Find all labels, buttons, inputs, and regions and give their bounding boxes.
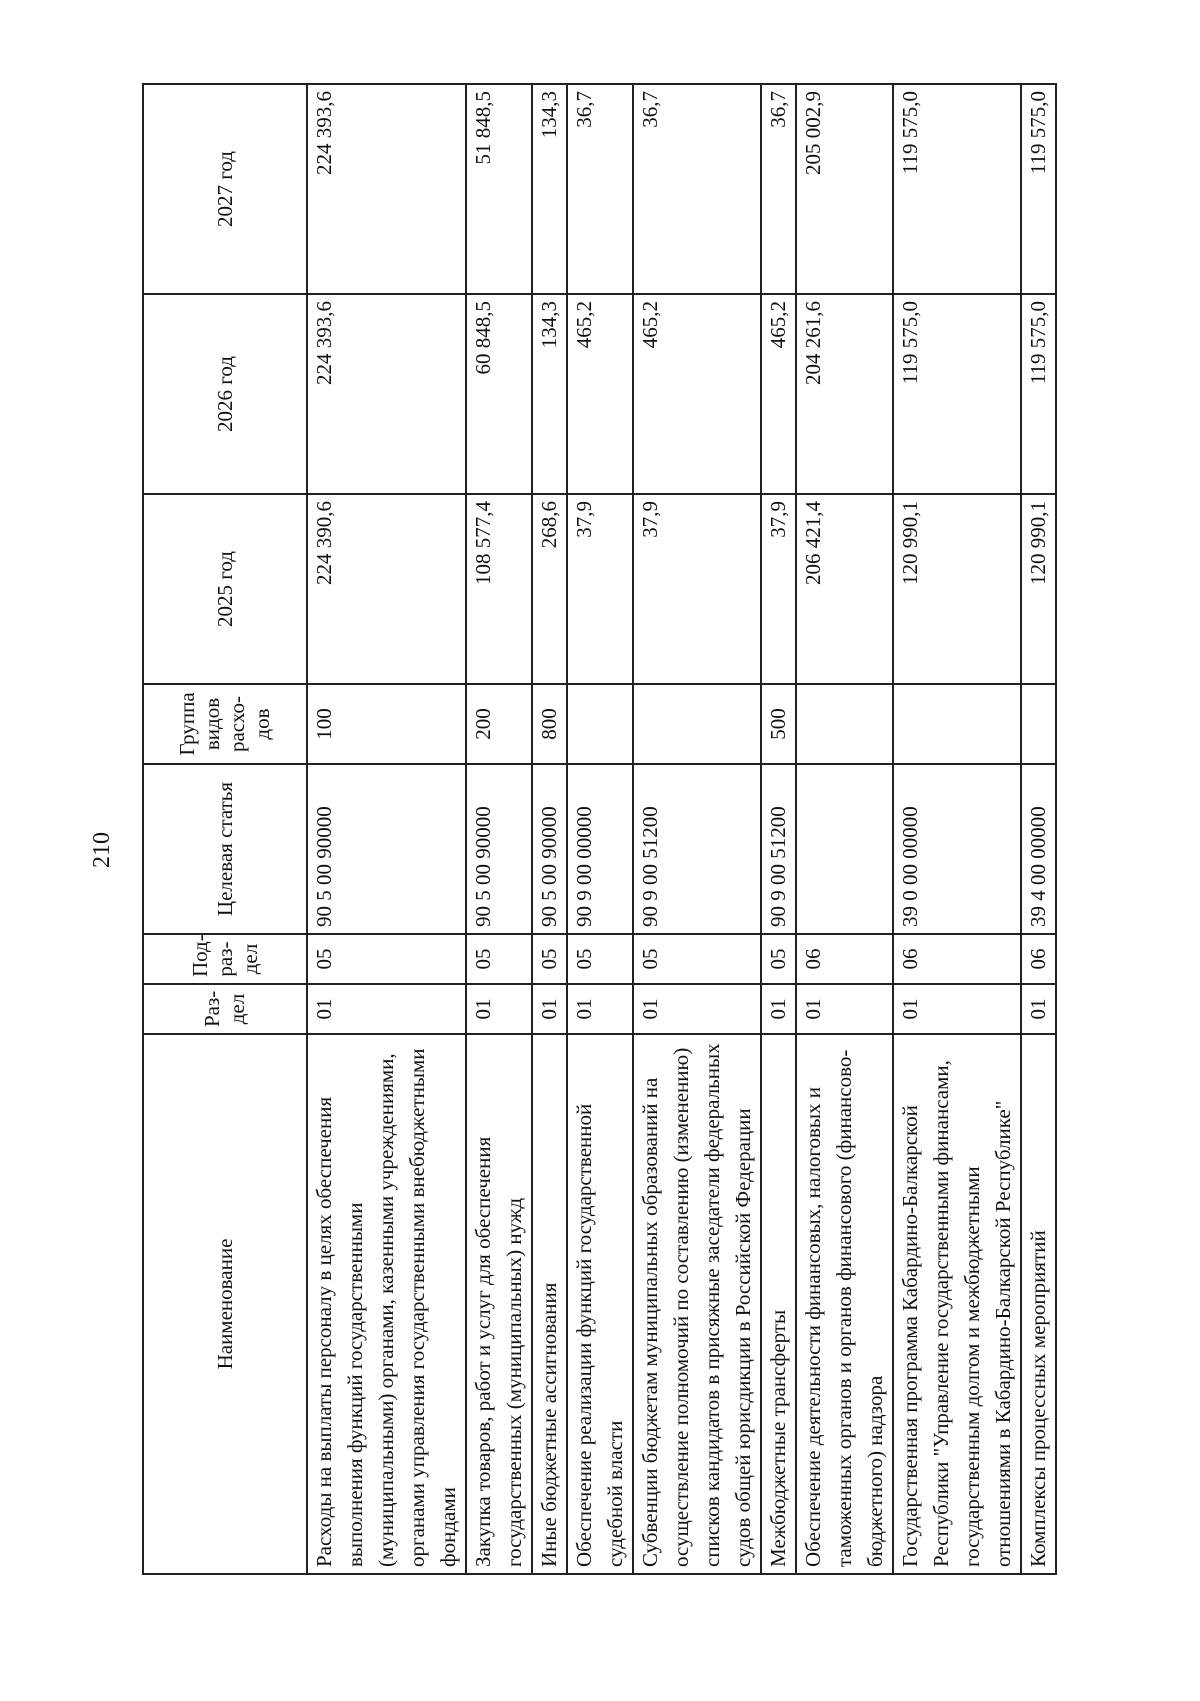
- header-year-2027: 2027 год: [143, 84, 307, 294]
- row-name: Расходы на выплаты персоналу в целях обеспечения выполнения функций государственными (муниципальными) органами, казенными учреждениями, органами управления государственными внебюджетными фондами: [307, 1034, 466, 1574]
- row-value-2026: 465,2: [761, 294, 796, 494]
- row-podrazdel: 06: [1021, 934, 1056, 984]
- row-name: Комплексы процессных мероприятий: [1021, 1034, 1056, 1574]
- row-value-2027: 36,7: [761, 84, 796, 294]
- table-row: [893, 84, 1021, 1574]
- row-value-2026: 465,2: [567, 294, 633, 494]
- row-celevaya-statya: 39 4 00 00000: [1021, 764, 1056, 934]
- header-razdel: Раз-дел: [143, 984, 307, 1034]
- row-value-2026: 224 393,6: [307, 294, 466, 494]
- row-celevaya-statya: 90 5 00 90000: [307, 764, 466, 934]
- row-podrazdel: 05: [761, 934, 796, 984]
- row-value-2027: 36,7: [633, 84, 761, 294]
- row-razdel: 01: [1021, 984, 1056, 1034]
- row-gruppa: 200: [466, 684, 532, 764]
- row-podrazdel: 05: [532, 934, 567, 984]
- page-number: 210: [89, 832, 115, 868]
- table-row: [567, 84, 633, 1574]
- row-value-2025: 268,6: [532, 494, 567, 684]
- row-razdel: 01: [567, 984, 633, 1034]
- row-celevaya-statya: 90 9 00 00000: [567, 764, 633, 934]
- header-podrazdel: Под-раз-дел: [143, 934, 307, 984]
- header-celevaya-statya: Целевая статья: [143, 764, 307, 934]
- row-podrazdel: 05: [466, 934, 532, 984]
- row-gruppa: 100: [307, 684, 466, 764]
- row-celevaya-statya: 90 5 00 90000: [466, 764, 532, 934]
- row-value-2026: 134,3: [532, 294, 567, 494]
- table-row: [307, 84, 466, 1574]
- row-gruppa: [567, 684, 633, 764]
- row-razdel: 01: [307, 984, 466, 1034]
- row-value-2027: 119 575,0: [893, 84, 1021, 294]
- table-header-row: [143, 84, 307, 1574]
- row-value-2025: 37,9: [633, 494, 761, 684]
- header-year-2026: 2026 год: [143, 294, 307, 494]
- row-gruppa: [893, 684, 1021, 764]
- rotated-table-container: [142, 85, 1050, 1575]
- row-value-2027: 119 575,0: [1021, 84, 1056, 294]
- table-row: [1021, 84, 1056, 1574]
- row-podrazdel: 06: [796, 934, 893, 984]
- row-value-2026: 465,2: [633, 294, 761, 494]
- row-razdel: 01: [633, 984, 761, 1034]
- row-value-2026: 204 261,6: [796, 294, 893, 494]
- table-row: [796, 84, 893, 1574]
- row-razdel: 01: [893, 984, 1021, 1034]
- row-podrazdel: 05: [633, 934, 761, 984]
- row-celevaya-statya: 90 9 00 51200: [761, 764, 796, 934]
- row-value-2027: 51 848,5: [466, 84, 532, 294]
- row-value-2025: 120 990,1: [1021, 494, 1056, 684]
- table-row: [761, 84, 796, 1574]
- row-name: Обеспечение деятельности финансовых, налоговых и таможенных органов и органов финансового (финансово-бюджетного) надзора: [796, 1034, 893, 1574]
- row-gruppa: 500: [761, 684, 796, 764]
- header-name: Наименование: [143, 1034, 307, 1574]
- header-year-2025: 2025 год: [143, 494, 307, 684]
- row-name: Межбюджетные трансферты: [761, 1034, 796, 1574]
- row-gruppa: 800: [532, 684, 567, 764]
- row-razdel: 01: [532, 984, 567, 1034]
- row-value-2026: 119 575,0: [893, 294, 1021, 494]
- budget-table: [142, 83, 1057, 1575]
- row-name: Иные бюджетные ассигнования: [532, 1034, 567, 1574]
- row-celevaya-statya: 39 0 00 00000: [893, 764, 1021, 934]
- row-gruppa: [633, 684, 761, 764]
- table-row: [532, 84, 567, 1574]
- row-value-2025: 206 421,4: [796, 494, 893, 684]
- row-value-2025: 120 990,1: [893, 494, 1021, 684]
- row-name: Закупка товаров, работ и услуг для обеспечения государственных (муниципальных) нужд: [466, 1034, 532, 1574]
- row-value-2025: 37,9: [567, 494, 633, 684]
- row-value-2027: 205 002,9: [796, 84, 893, 294]
- row-value-2027: 134,3: [532, 84, 567, 294]
- row-celevaya-statya: 90 5 00 90000: [532, 764, 567, 934]
- row-podrazdel: 06: [893, 934, 1021, 984]
- row-value-2027: 224 393,6: [307, 84, 466, 294]
- row-name: Государственная программа Кабардино-Балкарской Республики "Управление государственными финансами, государственным долгом и межбюджетными отношениями в Кабардино-Балкарской Республике": [893, 1034, 1021, 1574]
- row-razdel: 01: [761, 984, 796, 1034]
- header-gruppa-vidov-raskhodov: Группа видов расхо-дов: [143, 684, 307, 764]
- row-razdel: 01: [796, 984, 893, 1034]
- row-value-2026: 119 575,0: [1021, 294, 1056, 494]
- row-gruppa: [796, 684, 893, 764]
- row-value-2025: 224 390,6: [307, 494, 466, 684]
- row-value-2026: 60 848,5: [466, 294, 532, 494]
- row-podrazdel: 05: [307, 934, 466, 984]
- row-celevaya-statya: 90 9 00 51200: [633, 764, 761, 934]
- row-value-2025: 108 577,4: [466, 494, 532, 684]
- row-podrazdel: 05: [567, 934, 633, 984]
- row-name: Обеспечение реализации функций государственной судебной власти: [567, 1034, 633, 1574]
- row-value-2025: 37,9: [761, 494, 796, 684]
- row-name: Субвенции бюджетам муниципальных образований на осуществление полномочий по составлению (изменению) списков кандидатов в присяжные заседатели федеральных судов общей юрисдикции в Российской Федерации: [633, 1034, 761, 1574]
- table-row: [466, 84, 532, 1574]
- row-celevaya-statya: [796, 764, 893, 934]
- row-razdel: 01: [466, 984, 532, 1034]
- row-gruppa: [1021, 684, 1056, 764]
- table-row: [633, 84, 761, 1574]
- row-value-2027: 36,7: [567, 84, 633, 294]
